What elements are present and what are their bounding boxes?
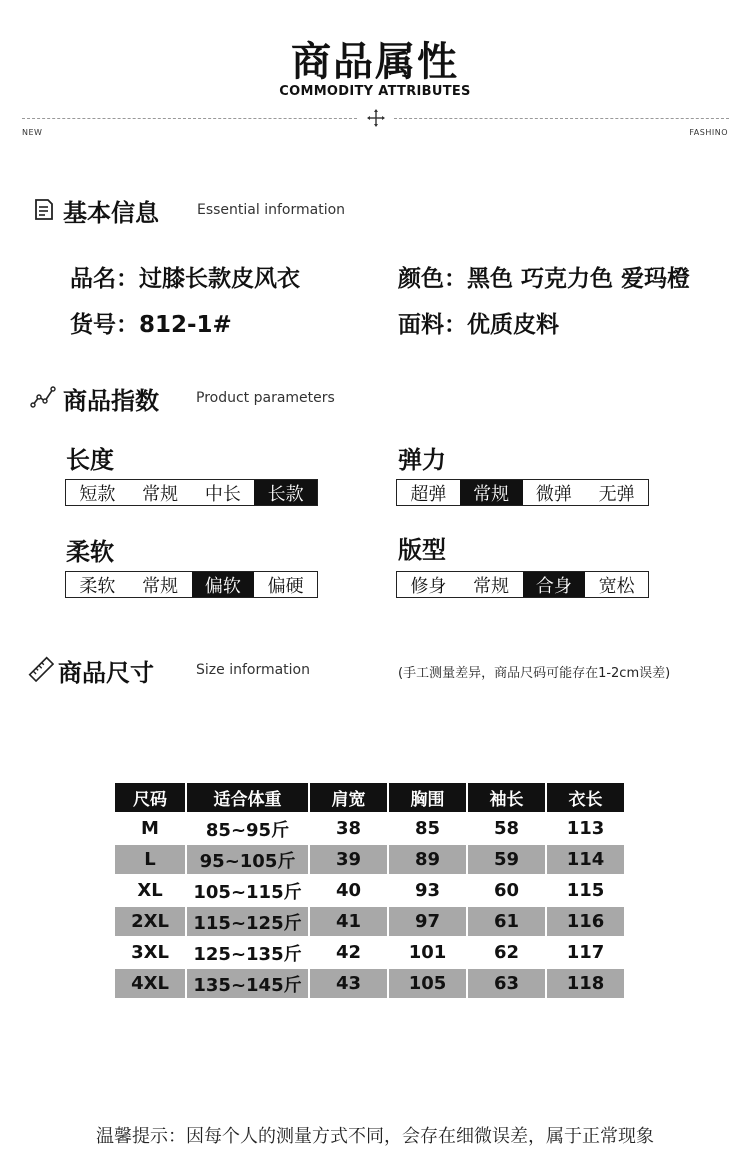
table-cell: 59 bbox=[468, 845, 545, 874]
footer-note: 温馨提示：因每个人的测量方式不同，会存在细微误差，属于正常现象 bbox=[96, 1126, 654, 1147]
page-title: 商品属性 bbox=[291, 39, 459, 85]
param-label-fit: 版型 bbox=[398, 536, 446, 564]
scale-option: 修身 bbox=[410, 575, 447, 597]
table-cell: 115 bbox=[566, 880, 605, 901]
table-cell: 118 bbox=[547, 969, 624, 998]
size-title: 商品尺寸 bbox=[58, 659, 154, 687]
table-cell: 38 bbox=[335, 818, 362, 839]
scale-option-selected: 偏软 bbox=[192, 572, 255, 597]
ruler-icon bbox=[28, 656, 54, 682]
table-cell: M bbox=[141, 818, 159, 839]
table-cell: 89 bbox=[389, 845, 466, 874]
table-header-row bbox=[115, 783, 624, 812]
table-row bbox=[115, 845, 624, 874]
basic-info-title: 基本信息 bbox=[63, 199, 159, 227]
table-cell: 43 bbox=[310, 969, 387, 998]
params-title: 商品指数 bbox=[63, 387, 159, 415]
scale-softness bbox=[65, 571, 318, 598]
param-label-length: 长度 bbox=[66, 446, 114, 474]
table-cell: 135~145斤 bbox=[187, 969, 308, 998]
params-title-en: Product parameters bbox=[196, 390, 335, 406]
divider-line-left bbox=[22, 118, 357, 119]
table-cell: 97 bbox=[389, 907, 466, 936]
table-cell: 2XL bbox=[115, 907, 185, 936]
table-row bbox=[115, 907, 624, 936]
scale-option: 超弹 bbox=[410, 483, 447, 505]
product-fabric: 面料：优质皮料 bbox=[398, 312, 559, 338]
basic-info-title-en: Essential information bbox=[197, 202, 346, 218]
scale-option-selected: 常规 bbox=[460, 480, 523, 505]
table-cell: 3XL bbox=[131, 942, 169, 963]
table-cell: L bbox=[115, 845, 185, 874]
table-cell: 125~135斤 bbox=[193, 943, 302, 965]
column-header: 适合体重 bbox=[187, 783, 308, 812]
table-cell: 58 bbox=[493, 818, 520, 839]
table-row bbox=[115, 938, 624, 967]
table-cell: 95~105斤 bbox=[187, 845, 308, 874]
table-cell: 105 bbox=[389, 969, 466, 998]
document-icon bbox=[33, 198, 55, 222]
crosshair-icon bbox=[366, 108, 386, 128]
size-table bbox=[113, 781, 626, 1000]
table-cell: 85 bbox=[414, 818, 441, 839]
table-cell: 85~95斤 bbox=[205, 819, 290, 841]
size-note: (手工测量差异，商品尺码可能存在1-2cm误差) bbox=[398, 666, 671, 681]
param-label-softness: 柔软 bbox=[66, 538, 114, 566]
table-row bbox=[115, 814, 624, 843]
trend-chart-icon bbox=[30, 385, 56, 409]
scale-option: 偏硬 bbox=[267, 575, 304, 597]
table-cell: 61 bbox=[468, 907, 545, 936]
table-cell: 62 bbox=[493, 942, 520, 963]
table-cell: 42 bbox=[335, 942, 362, 963]
scale-option: 常规 bbox=[473, 575, 510, 597]
product-name: 品名：过膝长款皮风衣 bbox=[70, 266, 300, 292]
scale-option: 无弹 bbox=[598, 483, 635, 505]
table-row bbox=[115, 876, 624, 905]
column-header: 肩宽 bbox=[310, 783, 387, 812]
table-cell: 63 bbox=[468, 969, 545, 998]
table-cell: 40 bbox=[335, 880, 362, 901]
product-sku: 货号：812-1# bbox=[70, 312, 232, 338]
table-cell: 117 bbox=[566, 942, 605, 963]
table-cell: 116 bbox=[547, 907, 624, 936]
table-cell: XL bbox=[137, 880, 163, 901]
scale-option: 微弹 bbox=[535, 483, 572, 505]
column-header: 胸围 bbox=[389, 783, 466, 812]
column-header: 衣长 bbox=[547, 783, 624, 812]
param-label-elasticity: 弹力 bbox=[398, 446, 446, 474]
scale-elasticity bbox=[396, 479, 649, 506]
table-row bbox=[115, 969, 624, 998]
tag-new: NEW bbox=[22, 128, 43, 137]
scale-option: 短款 bbox=[79, 483, 116, 505]
table-cell: 113 bbox=[566, 818, 605, 839]
page-subtitle: COMMODITY ATTRIBUTES bbox=[279, 84, 471, 99]
scale-option: 柔软 bbox=[79, 575, 116, 597]
scale-option-selected: 长款 bbox=[254, 480, 317, 505]
table-cell: 93 bbox=[414, 880, 441, 901]
scale-length bbox=[65, 479, 318, 506]
table-cell: 39 bbox=[310, 845, 387, 874]
table-cell: 114 bbox=[547, 845, 624, 874]
tag-fashion: FASHINO bbox=[689, 128, 728, 137]
table-cell: 41 bbox=[310, 907, 387, 936]
table-cell: 105~115斤 bbox=[193, 881, 302, 903]
divider-line-right bbox=[394, 118, 729, 119]
table-cell: 101 bbox=[408, 942, 447, 963]
table-cell: 60 bbox=[493, 880, 520, 901]
product-color: 颜色：黑色 巧克力色 爱玛橙 bbox=[398, 266, 691, 292]
table-cell: 115~125斤 bbox=[187, 907, 308, 936]
scale-option: 常规 bbox=[142, 575, 179, 597]
column-header: 尺码 bbox=[115, 783, 185, 812]
column-header: 袖长 bbox=[468, 783, 545, 812]
table-cell: 4XL bbox=[115, 969, 185, 998]
scale-fit bbox=[396, 571, 649, 598]
scale-option-selected: 合身 bbox=[523, 572, 586, 597]
scale-option: 中长 bbox=[204, 483, 241, 505]
scale-option: 宽松 bbox=[598, 575, 635, 597]
size-title-en: Size information bbox=[196, 662, 310, 678]
scale-option: 常规 bbox=[142, 483, 179, 505]
